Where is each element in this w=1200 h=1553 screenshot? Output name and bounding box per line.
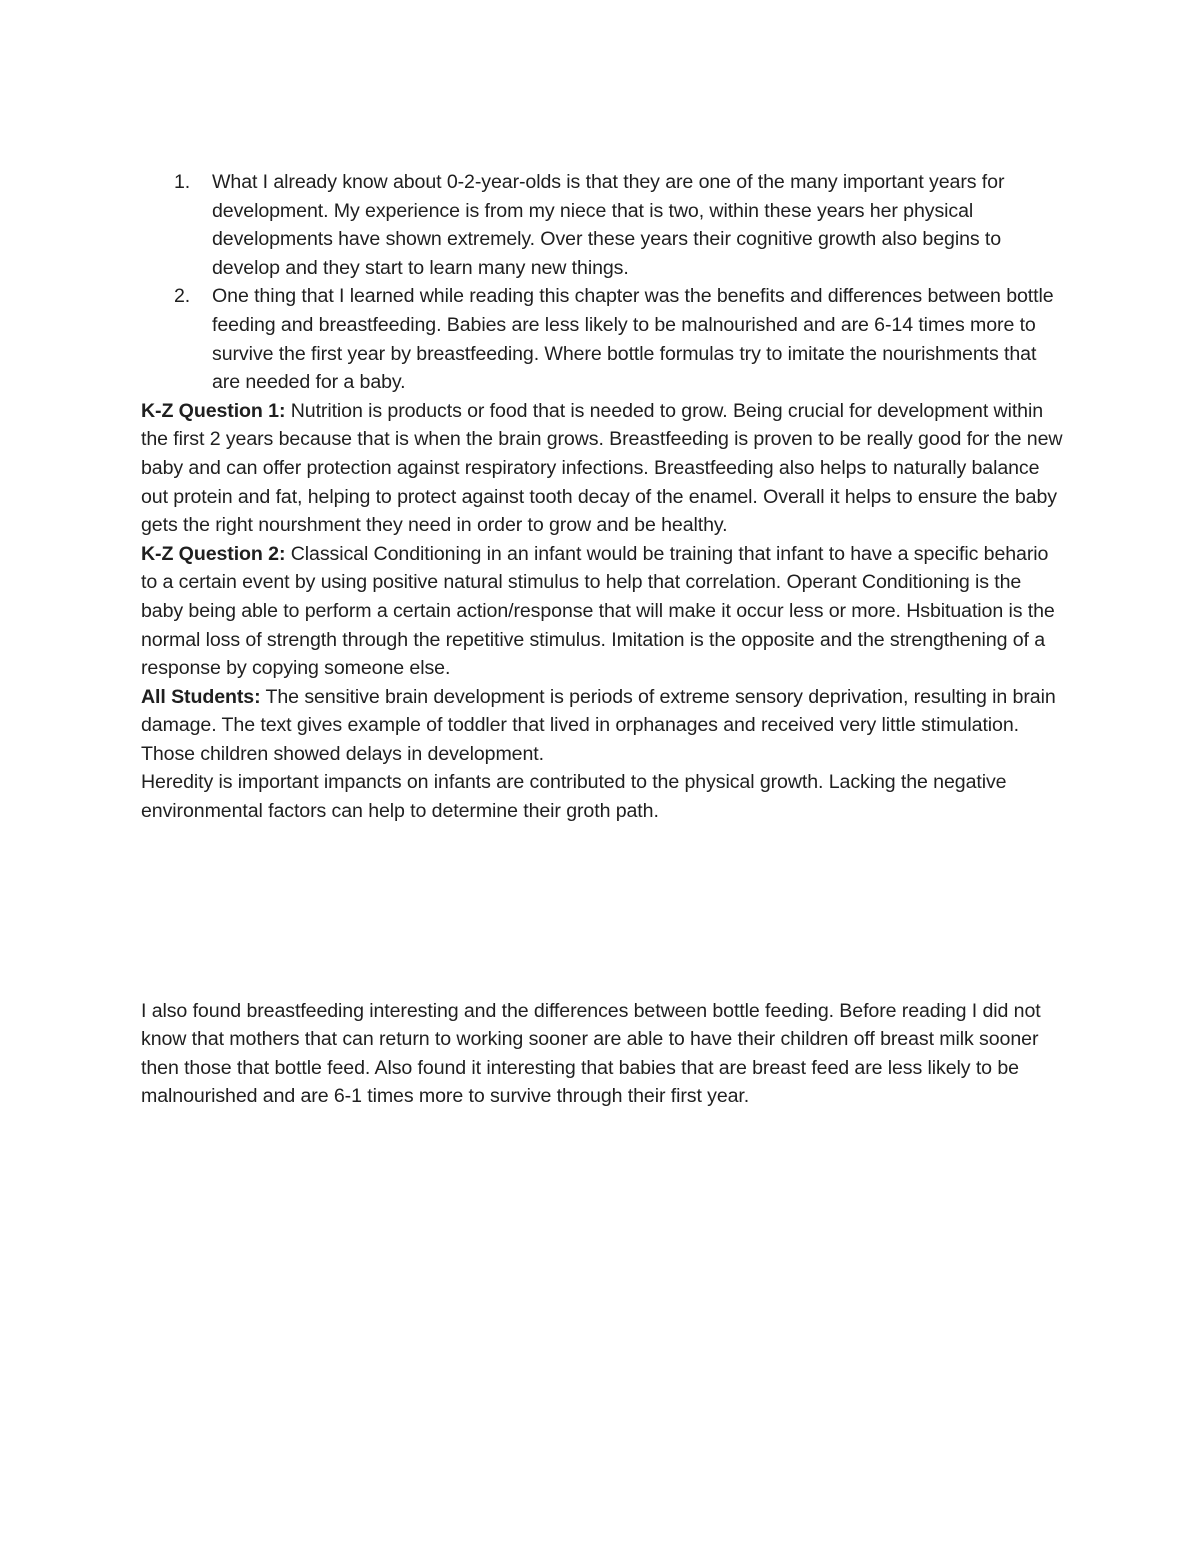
- heredity-paragraph: Heredity is important impancts on infants are contributed to the physical growth. Lacking the negative environmental factors can help to determine their groth path.: [141, 771, 1007, 823]
- all-students-text: The sensitive brain development is periods of extreme sensory deprivation, resulting in brain damage. The text gives example of toddler that lived in orphanages and received very little stimulation. Those children showed delays in development.: [141, 685, 1056, 765]
- closing-paragraph: I also found breastfeeding interesting and the differences between bottle feeding. Before reading I did not know that mothers that can return to working sooner are able to have their children off breast milk sooner then those that bottle feed. Also found it interesting that babies that are breast feed are less likely to be malnourished and are 6-1 times more to survive through their first year.: [141, 999, 1041, 1108]
- kz-question-1-text: Nutrition is products or food that is needed to grow. Being crucial for development within the first 2 years because that is when the brain grows. Breastfeeding is proven to be really good for the new baby and can offer protection against respiratory infections. Breastfeeding also helps to naturally balance out protein and fat, helping to protect against tooth decay of the enamel. Overall it helps to ensure the baby gets the right nourshment they need in order to grow and be healthy.: [141, 399, 1063, 537]
- all-students-label: All Students:: [141, 685, 261, 708]
- kz-question-2-text: Classical Conditioning in an infant would be training that infant to have a specific behario to a certain event by using positive natural stimulus to help that correlation. Operant Conditioning is the baby being able to perform a certain action/response that will make it occur less or more. Hsbituation is the normal loss of strength through the repetitive stimulus. Imitation is the opposite and the strengthening of a response by copying someone else.: [141, 542, 1055, 680]
- list-item-number: 1.: [174, 171, 191, 193]
- list-item-text: What I already know about 0-2-year-olds is that they are one of the many important years for development. My experience is from my niece that is two, within these years her physical developments have shown extremely. Over these years their cognitive growth also begins to develop and they start to learn many new things.: [212, 171, 1005, 279]
- list-item-number: 2.: [174, 285, 191, 308]
- all-students-paragraph: [141, 683, 1066, 769]
- list-item: [141, 282, 1066, 396]
- list-item-text: One thing that I learned while reading this chapter was the benefits and differences between bottle feeding and breastfeeding. Babies are less likely to be malnourished and are 6-14 times more to survive the first year by breastfeeding. Where bottle formulas try to imitate the nourishments that are needed for a baby.: [212, 285, 1054, 394]
- kz-question-1-label: K-Z Question 1:: [141, 399, 286, 422]
- document-body: [141, 168, 1066, 1111]
- blank-space: [141, 826, 1066, 997]
- kz-question-1-paragraph: [141, 397, 1066, 540]
- numbered-list: [141, 168, 1066, 397]
- kz-question-2-paragraph: [141, 540, 1066, 683]
- list-item: [141, 168, 1066, 282]
- kz-question-2-label: K-Z Question 2:: [141, 542, 286, 565]
